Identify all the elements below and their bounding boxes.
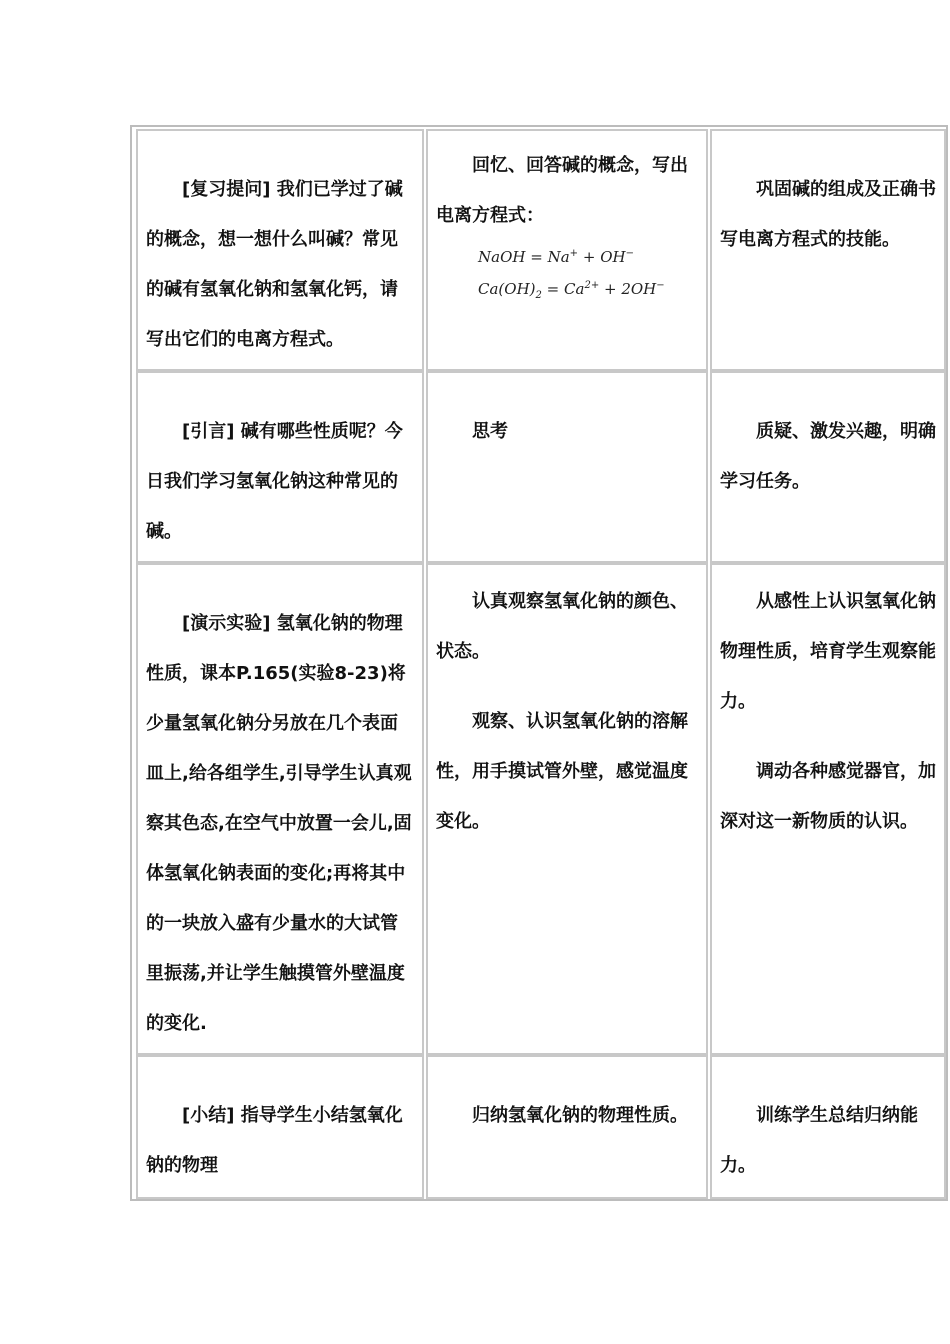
student-activity-text: 归纳氢氧化钠的物理性质。 (472, 1105, 688, 1126)
teacher-activity-cell (136, 371, 424, 563)
purpose-text: 巩固碱的组成及正确书写电离方程式的技能。 (720, 179, 936, 250)
table-row (132, 563, 946, 1055)
student-activity-cell (426, 371, 708, 563)
purpose-text: 训练学生总结归纳能力。 (720, 1105, 918, 1176)
purpose-cell (710, 1055, 946, 1199)
purpose-text: 质疑、激发兴趣，明确学习任务。 (720, 421, 936, 492)
teacher-activity-text: [演示实验] 氢氧化钠的物理性质，课本P.165(实验8-23)将少量氢氧化钠分另放在几个表面皿上,给各组学生,引导学生认真观察其色态,在空气中放置一会儿,固体氢氧化钠表面的变化;再将其中的一块放入盛有少量水的大试管里振荡,并让学生触摸管外壁温度的变化. (146, 613, 412, 1034)
table-row (132, 371, 946, 563)
student-activity-cell (426, 1055, 708, 1199)
table-row (132, 1055, 946, 1199)
teacher-activity-text: [小结] 指导学生小结氢氧化钠的物理 (146, 1105, 403, 1176)
activity-tag: [复习提问] (182, 179, 271, 200)
activity-tag: [小结] (182, 1105, 235, 1126)
student-activity-cell (426, 129, 708, 371)
purpose-cell (710, 371, 946, 563)
ionization-equation-naoh: NaOH = Na+ + OH− (478, 248, 634, 266)
teacher-activity-cell (136, 1055, 424, 1199)
teacher-activity-cell (136, 129, 424, 371)
purpose-text: 调动各种感觉器官，加深对这一新物质的认识。 (720, 761, 936, 832)
table-row (132, 129, 946, 371)
activity-tag: [演示实验] (182, 613, 271, 634)
ionization-equation-caoh2: $Ca(OH)_2 = Ca^{2+} + 2OH^-$ (478, 280, 665, 301)
teacher-activity-text: [引言] 碱有哪些性质呢？今日我们学习氢氧化钠这种常见的碱。 (146, 421, 403, 542)
student-activity-cell (426, 563, 708, 1055)
teacher-activity-cell (136, 563, 424, 1055)
student-activity-text: 观察、认识氢氧化钠的溶解性，用手摸试管外壁，感觉温度变化。 (436, 711, 688, 832)
activity-tag: [引言] (182, 421, 235, 442)
student-activity-text: 回忆、回答碱的概念，写出电离方程式： (436, 155, 688, 226)
student-activity-text: 思考 (472, 421, 508, 442)
lesson-table (130, 125, 948, 1201)
purpose-cell (710, 129, 946, 371)
student-activity-text: 认真观察氢氧化钠的颜色、状态。 (436, 591, 688, 662)
purpose-text: 从感性上认识氢氧化钠物理性质，培育学生观察能力。 (720, 591, 936, 712)
teacher-activity-text: [复习提问] 我们已学过了碱的概念，想一想什么叫碱？常见的碱有氢氧化钠和氢氧化钙，请写出它们的电离方程式。 (146, 179, 403, 350)
purpose-cell (710, 563, 946, 1055)
